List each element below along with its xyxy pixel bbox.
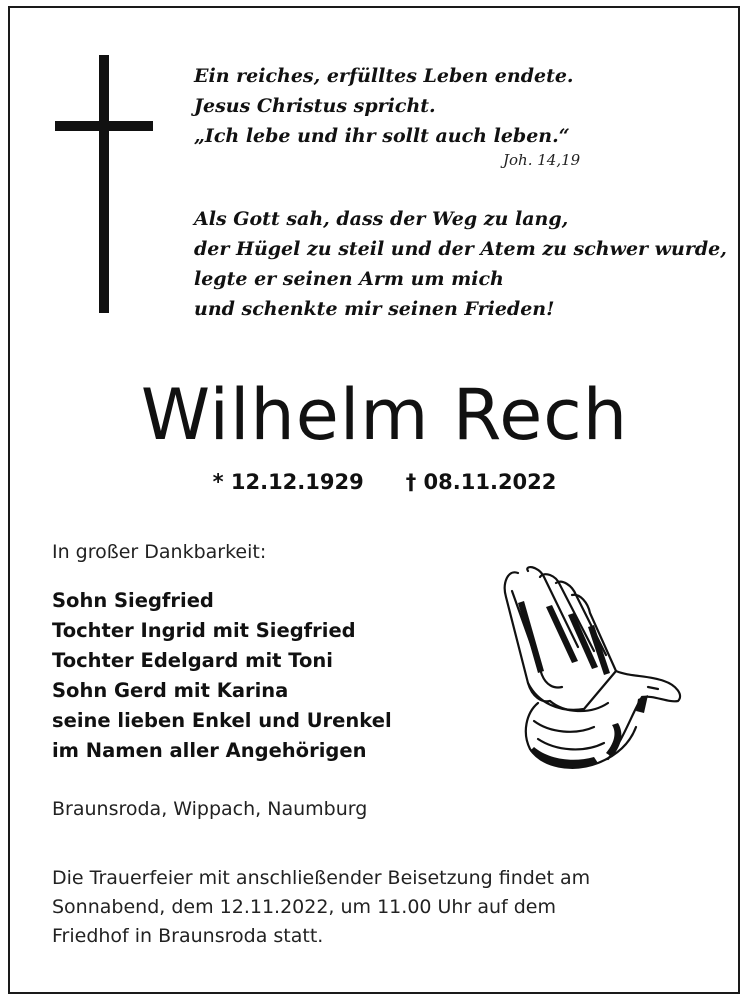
verse-quote — [194, 61, 714, 151]
mourner-line: seine lieben Enkel und Urenkel — [52, 709, 392, 732]
cross-icon — [55, 55, 153, 313]
poem-line: und schenkte mir seinen Frieden! — [194, 298, 555, 320]
service-line: Friedhof in Braunsroda statt. — [52, 925, 324, 947]
poem — [194, 204, 727, 324]
service-line: Die Trauerfeier mit anschließender Beisetzung findet am — [52, 867, 591, 889]
poem-line: legte er seinen Arm um mich — [194, 268, 504, 290]
obituary-frame — [8, 6, 740, 994]
mourner-line: Sohn Siegfried — [52, 589, 214, 612]
birth-date: * 12.12.1929 — [212, 470, 364, 494]
mourner-line: Tochter Edelgard mit Toni — [52, 649, 333, 672]
service-line: Sonnabend, dem 12.11.2022, um 11.00 Uhr auf dem — [52, 896, 557, 918]
gratitude-intro: In großer Dankbarkeit: — [52, 541, 267, 563]
verse-reference: Joh. 14,19 — [503, 151, 581, 169]
poem-line: Als Gott sah, dass der Weg zu lang, — [194, 208, 569, 230]
mourner-line: Sohn Gerd mit Karina — [52, 679, 289, 702]
life-dates — [10, 470, 749, 494]
verse-line: Ein reiches, erfülltes Leben endete. — [194, 65, 574, 87]
death-date: † 08.11.2022 — [405, 470, 557, 494]
cross-horizontal-beam — [55, 121, 153, 131]
mourner-line: Tochter Ingrid mit Siegfried — [52, 619, 356, 642]
places-line: Braunsroda, Wippach, Naumburg — [52, 798, 368, 820]
poem-line: der Hügel zu steil und der Atem zu schwer wurde, — [194, 238, 727, 260]
verse-line: Jesus Christus spricht. — [194, 95, 436, 117]
verse-line: „Ich lebe und ihr sollt auch leben.“ — [194, 125, 570, 147]
mourner-line: im Namen aller Angehörigen — [52, 739, 367, 762]
service-announcement — [52, 864, 712, 951]
cross-vertical-beam — [99, 55, 109, 313]
praying-hands-icon — [498, 563, 688, 778]
deceased-name: Wilhelm Rech — [140, 374, 629, 456]
mourners-list — [52, 586, 392, 766]
